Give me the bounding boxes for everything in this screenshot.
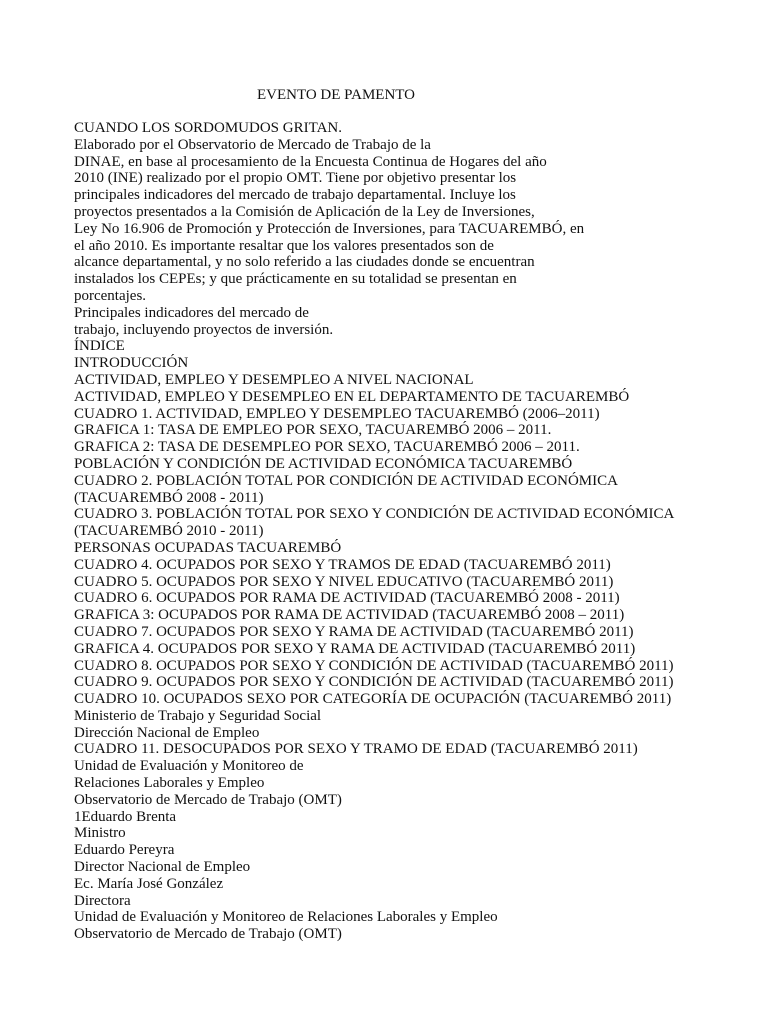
text-line: GRAFICA 3: OCUPADOS POR RAMA DE ACTIVIDAD (TACUAREMBÓ 2008 – 2011) [74,607,625,624]
text-line: CUADRO 5. OCUPADOS POR SEXO Y NIVEL EDUCATIVO (TACUAREMBÓ 2011) [74,573,614,590]
text-line: CUADRO 10. OCUPADOS SEXO POR CATEGORÍA DE OCUPACIÓN (TACUAREMBÓ 2011) [74,691,672,708]
document-title: EVENTO DE PAMENTO [256,87,416,103]
text-line: CUADRO 4. OCUPADOS POR SEXO Y TRAMOS DE EDAD (TACUAREMBÓ 2011) [74,556,611,573]
text-line: Dirección Nacional de Empleo [74,724,260,741]
text-line: GRAFICA 2: TASA DE DESEMPLEO POR SEXO, TACUAREMBÓ 2006 – 2011. [74,439,580,456]
text-line: GRAFICA 1: TASA DE EMPLEO POR SEXO, TACUAREMBÓ 2006 – 2011. [74,422,552,439]
text-line: DINAE, en base al procesamiento de la Encuesta Continua de Hogares del año [74,153,547,170]
text-line: PERSONAS OCUPADAS TACUAREMBÓ [74,539,342,556]
text-line: principales indicadores del mercado de trabajo departamental. Incluye los [74,187,516,204]
text-line: 1Eduardo Brenta [74,808,177,825]
text-line: trabajo, incluyendo proyectos de inversión. [74,321,334,338]
text-line: instalados los CEPEs; y que prácticamente en su totalidad se presentan en [74,271,517,288]
text-line: INTRODUCCIÓN [74,355,189,372]
text-line: CUANDO LOS SORDOMUDOS GRITAN. [74,120,342,136]
text-line: CUADRO 8. OCUPADOS POR SEXO Y CONDICIÓN DE ACTIVIDAD (TACUAREMBÓ 2011) [74,657,674,674]
text-line: CUADRO 9. OCUPADOS POR SEXO Y CONDICIÓN DE ACTIVIDAD (TACUAREMBÓ 2011) [74,674,674,691]
text-line: CUADRO 6. OCUPADOS POR RAMA DE ACTIVIDAD (TACUAREMBÓ 2008 - 2011) [74,590,620,607]
text-line: CUADRO 11. DESOCUPADOS POR SEXO Y TRAMO DE EDAD (TACUAREMBÓ 2011) [74,741,638,758]
text-line: Unidad de Evaluación y Monitoreo de Relaciones Laborales y Empleo [74,909,498,926]
text-line: CUADRO 1. ACTIVIDAD, EMPLEO Y DESEMPLEO TACUAREMBÓ (2006–2011) [74,405,600,422]
text-line: (TACUAREMBÓ 2008 - 2011) [74,489,264,506]
text-line: POBLACIÓN Y CONDICIÓN DE ACTIVIDAD ECONÓMICA TACUAREMBÓ [74,455,573,472]
text-line: ACTIVIDAD, EMPLEO Y DESEMPLEO EN EL DEPARTAMENTO DE TACUAREMBÓ [74,388,630,405]
text-line: Principales indicadores del mercado de [74,304,309,321]
text-line: CUADRO 2. POBLACIÓN TOTAL POR CONDICIÓN DE ACTIVIDAD ECONÓMICA [74,472,618,489]
text-line: Ley No 16.906 de Promoción y Protección de Inversiones, para TACUAREMBÓ, en [74,220,585,237]
text-line: Directora [74,892,131,909]
text-line: ACTIVIDAD, EMPLEO Y DESEMPLEO A NIVEL NACIONAL [74,371,474,388]
text-line: Elaborado por el Observatorio de Mercado de Trabajo de la [74,136,431,153]
text-line: ÍNDICE [74,338,125,355]
text-line: Ec. María José González [74,875,224,892]
text-line: (TACUAREMBÓ 2010 - 2011) [74,523,264,540]
text-line: porcentajes. [74,287,147,304]
text-line: CUADRO 3. POBLACIÓN TOTAL POR SEXO Y CONDICIÓN DE ACTIVIDAD ECONÓMICA [74,506,675,523]
text-line: el año 2010. Es importante resaltar que los valores presentados son de [74,237,494,254]
text-line: 2010 (INE) realizado por el propio OMT. Tiene por objetivo presentar los [74,170,517,187]
text-line: Ministro [74,825,126,842]
text-line: Director Nacional de Empleo [74,859,251,876]
text-line: Unidad de Evaluación y Monitoreo de [74,758,304,775]
text-line: alcance departamental, y no solo referido a las ciudades donde se encuentran [74,254,535,271]
document-body [74,120,754,943]
text-line: Ministerio de Trabajo y Seguridad Social [74,707,322,724]
text-line: Observatorio de Mercado de Trabajo (OMT) [74,791,342,808]
text-line: Relaciones Laborales y Empleo [74,775,265,792]
text-line: proyectos presentados a la Comisión de Aplicación de la Ley de Inversiones, [74,203,535,220]
text-line: CUADRO 7. OCUPADOS POR SEXO Y RAMA DE ACTIVIDAD (TACUAREMBÓ 2011) [74,623,634,640]
text-line: Observatorio de Mercado de Trabajo (OMT) [74,926,342,943]
text-line: Eduardo Pereyra [74,842,175,859]
text-line: GRAFICA 4. OCUPADOS POR SEXO Y RAMA DE ACTIVIDAD (TACUAREMBÓ 2011) [74,640,636,657]
